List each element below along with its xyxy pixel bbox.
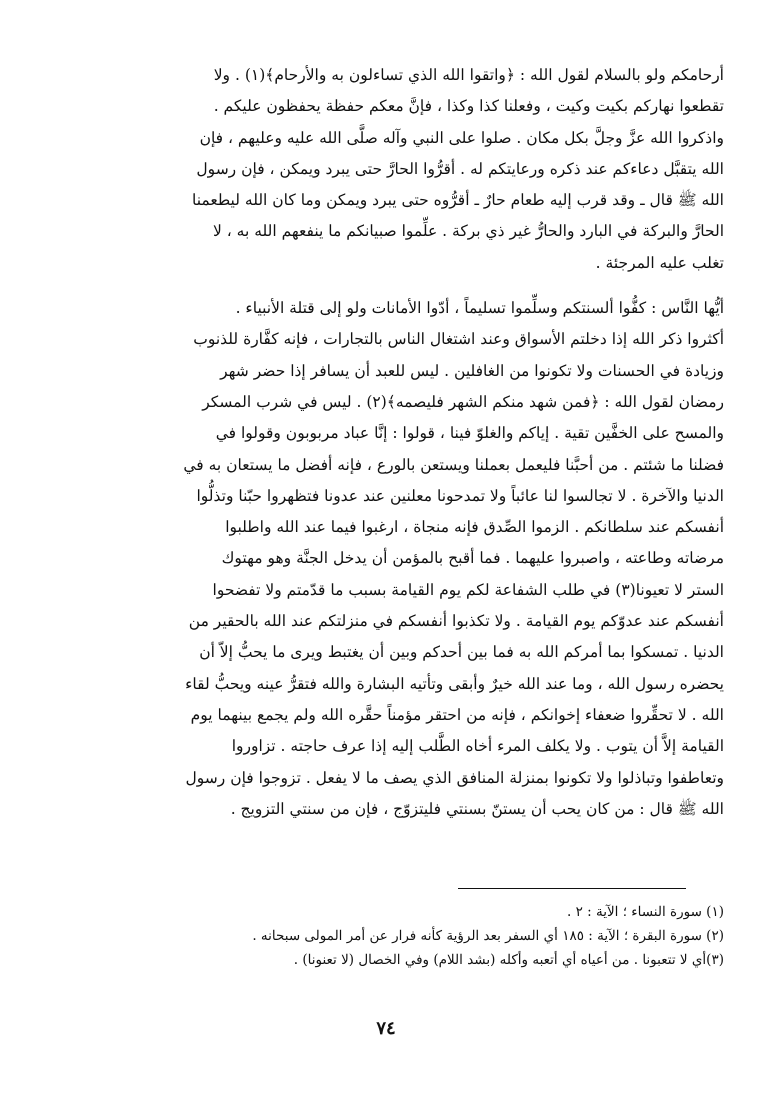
text-line: رمضان لقول الله : ﴿فمن شهد منكم الشهر فليصمه﴾(٢) . ليس في شرب المسكر bbox=[202, 392, 724, 411]
text-line: والمسح على الخفَّين تقية . إياكم والغلوّ فينا ، قولوا : إنَّا عباد مربوبون وقولوا في bbox=[215, 424, 724, 443]
text-line: وزيادة في الحسنات ولا تكونوا من الغافلين . ليس للعبد أن يسافر إذا حضر شهر bbox=[220, 361, 724, 380]
text-line: أرحامكم ولو بالسلام لقول الله : ﴿واتقوا الله الذي تساءلون به والأرحام﴾(١) . ولا bbox=[213, 66, 724, 84]
text-line: الله ﷺ قال : من كان يحب أن يستنّ بسنتي فليتزوّج ، فإن من سنتي التزويج . bbox=[230, 799, 724, 818]
text-line: الحارَّ والبركة في البارد والحارُّ غير ذي بركة . علِّموا صبيانكم ما ينفعهم الله به ، لا bbox=[212, 222, 724, 241]
footnote: (٣)أي لا تتعبونا . من أعياه أي أتعبه وأكله (بشد اللام) وفي الخصال (لا تعنونا) . bbox=[293, 952, 724, 968]
text-line: الله يتقبَّل دعاءكم عند ذكره ورعايتكم له . أقرُّوا الحارَّ حتى يبرد ويمكن ، فإن رسول bbox=[196, 159, 724, 178]
text-line: تغلب عليه المرجئة . bbox=[595, 253, 724, 272]
page-number: ٧٤ bbox=[376, 1018, 396, 1039]
footnote: (٢) سورة البقرة ؛ الآية : ١٨٥ أي السفر بعد الرؤية كأنه فرار عن أمر المولى سبحانه . bbox=[252, 928, 724, 944]
text-line: أيُّها النَّاس : كفُّوا ألسنتكم وسلِّموا تسليماً ، أدّوا الأمانات ولو إلى قتلة الأنبياء . bbox=[235, 299, 724, 318]
paragraph-2 bbox=[86, 293, 724, 825]
text-line: تقطعوا نهاركم بكيت وكيت ، وفعلنا كذا وكذا ، فإنَّ معكم حفظة يحفظون عليكم . bbox=[213, 97, 724, 116]
footnote-divider bbox=[458, 888, 686, 889]
text-line: الستر لا تعيونا(٣) في طلب الشفاعة لكم يوم القيامة بسبب ما قدّمتم ولا تفضحوا bbox=[212, 580, 724, 599]
footnote: (١) سورة النساء ؛ الآية : ٢ . bbox=[566, 904, 724, 920]
text-line: الله . لا تحقِّروا ضعفاء إخوانكم ، فإنه من احتقر مؤمناً حقَّره الله ولم يجمع بينهما يوم bbox=[190, 705, 724, 724]
text-line: فضلنا ما شئتم . من أحبَّنا فليعمل بعملنا ويستعن بالورع ، فإنه أفضل ما يستعان به في bbox=[183, 455, 724, 474]
text-line: أنفسكم عند عدوّكم يوم القيامة . ولا تكذبوا أنفسكم في منزلتكم عند الله بالحقير من bbox=[188, 612, 724, 631]
text-line: واذكروا الله عزَّ وجلَّ بكل مكان . صلوا على النبي وآله صلَّى الله عليه وعليهم ، فإن bbox=[199, 128, 724, 147]
text-line: وتعاطفوا وتباذلوا ولا تكونوا بمنزلة المنافق الذي يصف ما لا يفعل . تزوجوا فإن رسول bbox=[185, 768, 724, 787]
text-line: مرضاته وطاعته ، واصبروا عليهما . فما أقبح بالمؤمن أن يدخل الجنَّة وهو مهتوك bbox=[221, 549, 724, 568]
text-line: يحضره رسول الله ، وما عند الله خيرٌ وأبقى وتأتيه البشارة والله فتقرُّ عينه ويحبُّ لقاء bbox=[185, 674, 724, 693]
text-line: الدنيا والآخرة . لا تجالسوا لنا عائباً ولا تمدحونا معلنين عند عدونا فتظهروا حبّنا وتذلُّوا bbox=[196, 486, 724, 505]
text-line: الدنيا . تمسكوا بما أمركم الله به فما بين أحدكم وبين أن يغتبط ويرى ما يحبُّ إلاّ أن bbox=[199, 643, 724, 662]
main-text bbox=[86, 60, 724, 825]
paragraph-1 bbox=[86, 60, 724, 279]
text-line: القيامة إلاَّ أن يتوب . ولا يكلف المرء أخاه الطَّلب إليه إذا عرف حاجته . تزاوروا bbox=[231, 737, 724, 756]
footnotes bbox=[86, 900, 724, 972]
text-line: أنفسكم عند سلطانكم . الزموا الصِّدق فإنه منجاة ، ارغبوا فيما عند الله واطلبوا bbox=[225, 518, 724, 537]
text-line: الله ﷺ قال ـ وقد قرب إليه طعام حارٌ ـ أقرُّوه حتى يبرد ويمكن وما كان الله ليطعمنا bbox=[192, 191, 724, 210]
text-line: أكثروا ذكر الله إذا دخلتم الأسواق وعند اشتغال الناس بالتجارات ، فإنه كفَّارة للذنوب bbox=[193, 330, 724, 349]
